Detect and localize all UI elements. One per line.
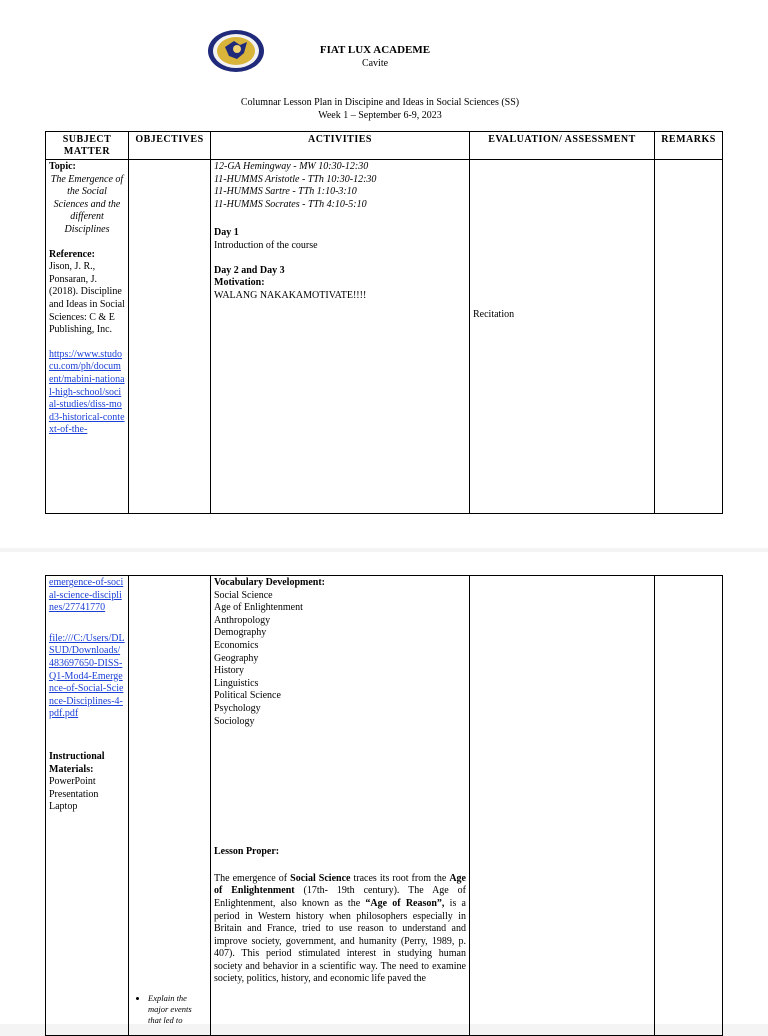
table-row xyxy=(46,576,723,1036)
reference-text: Jison, J. R., Ponsaran, J. (2018). Discipline and Ideas in Social Sciences: C & E Publishing, Inc. xyxy=(49,261,125,336)
material-item: PowerPoint Presentation xyxy=(49,776,99,800)
vocab-item: Age of Enlightenment xyxy=(214,602,303,614)
school-location: Cavite xyxy=(361,58,389,69)
evaluation-text: Recitation xyxy=(473,309,515,320)
vocab-item: Sociology xyxy=(214,715,255,727)
header-objectives: OBJECTIVES xyxy=(129,132,211,160)
activities-cell xyxy=(211,160,470,514)
schedule-item: 11-HUMMS Socrates - TTh 4:10-5:10 xyxy=(214,198,367,210)
motivation-text: WALANG NAKAKAMOTIVATE!!!! xyxy=(214,289,367,301)
lesson-plan-table-1 xyxy=(45,131,723,514)
school-name: FIAT LUX ACADEME xyxy=(319,44,431,56)
vocab-item: Demography xyxy=(214,627,267,639)
objective-item: • Explain the major events that led to xyxy=(148,993,207,1026)
header-activities: ACTIVITIES xyxy=(211,132,470,160)
vocab-item: History xyxy=(214,665,244,677)
day23-label: Day 2 and Day 3 xyxy=(214,264,285,276)
reference-label: Reference: xyxy=(49,248,95,260)
remarks-cell xyxy=(655,160,723,514)
vocab-item: Economics xyxy=(214,639,259,651)
file-link[interactable]: file:///C:/Users/DLSUD/Downloads/483697650-DISS-Q1-Mod4-Emergence-of-Social-Science-Disciplines-4-pdf.pdf xyxy=(49,632,125,720)
materials-label: Instructional Materials: xyxy=(49,750,105,775)
topic-text: The Emergence of the Social Sciences and the different Disciplines xyxy=(50,173,124,235)
schedule-item: 11-HUMMS Sartre - TTh 1:10-3:10 xyxy=(214,186,357,198)
plan-week: Week 1 – September 6-9, 2023 xyxy=(318,110,442,121)
schedule-item: 11-HUMMS Aristotle - TTh 10:30-12:30 xyxy=(214,173,377,185)
day1-text: Introduction of the course xyxy=(214,239,318,251)
school-seal-logo xyxy=(207,29,265,73)
topic-label: Topic: xyxy=(49,161,76,172)
activities-cell xyxy=(211,576,470,1036)
reference-link-part1[interactable]: https://www.studocu.com/ph/document/mabini-national-high-school/social-studies/diss-mod3-historical-context-of-the- xyxy=(49,348,125,436)
evaluation-cell xyxy=(470,160,655,514)
subject-matter-cell xyxy=(46,160,129,514)
lesson-plan-table-2 xyxy=(45,575,723,1036)
vocab-item: Geography xyxy=(214,652,259,664)
vocab-item: Linguistics xyxy=(214,677,259,689)
evaluation-cell xyxy=(470,576,655,1036)
day1-label: Day 1 xyxy=(214,227,239,239)
material-item: Laptop xyxy=(49,801,78,813)
subject-matter-cell xyxy=(46,576,129,1036)
schedule-item: 12-GA Hemingway - MW 10:30-12:30 xyxy=(214,161,369,172)
header-evaluation: EVALUATION/ ASSESSMENT xyxy=(470,132,655,160)
motivation-label: Motivation: xyxy=(214,277,265,289)
table-row xyxy=(46,160,723,514)
vocab-item: Psychology xyxy=(214,702,261,714)
remarks-cell xyxy=(655,576,723,1036)
reference-link-part2[interactable]: emergence-of-social-science-disciplines/27741770 xyxy=(49,577,124,614)
vocab-item: Social Science xyxy=(214,589,273,601)
lesson-proper-label: Lesson Proper: xyxy=(214,846,280,858)
lesson-paragraph: The emergence of Social Science traces its root from the Age of Enlightenment (17th- 19th century). The Age of Enlightenment, also known as the “Age of Reason”, is a period in Western history when philosophers especially in Britain and France, tried to use reason to understand and improve society, government, and humanity (Perry, 1989, p. 407). This period stimulated interest in studying human society and behavior in a scientific way. The need to examine society, politics, history, and economic life paved the xyxy=(214,872,467,985)
plan-title-block xyxy=(150,96,610,122)
header-subject-matter: SUBJECT MATTER xyxy=(46,132,129,160)
objectives-cell xyxy=(129,576,211,1036)
table-header-row xyxy=(46,132,723,160)
vocab-label: Vocabulary Development: xyxy=(214,577,326,588)
objectives-cell xyxy=(129,160,211,514)
vocab-item: Political Science xyxy=(214,690,281,702)
vocab-item: Anthropology xyxy=(214,614,271,626)
objectives-list xyxy=(132,993,207,1026)
header-remarks: REMARKS xyxy=(655,132,723,160)
plan-title: Columnar Lesson Plan in Discipine and Ideas in Social Sciences (SS) xyxy=(240,97,520,108)
